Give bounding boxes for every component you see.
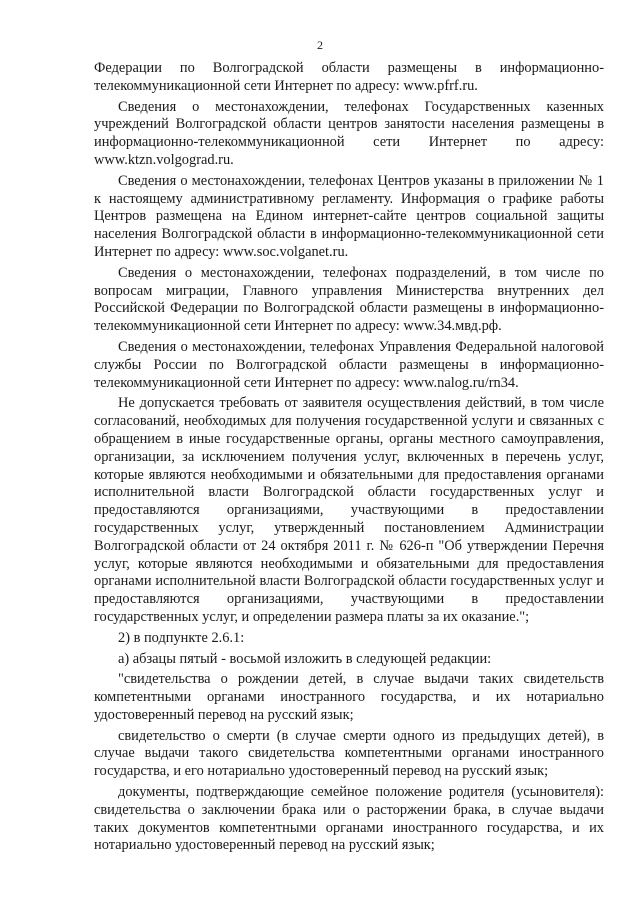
paragraph-amendment-intro: а) абзацы пятый - восьмой изложить в следующей редакции:	[118, 650, 492, 667]
paragraph-pfr: Федерации по Волгоградской области размещены в информационно-телекоммуникационной сети Интернет по адресу: www.pfrf.ru.	[94, 60, 604, 94]
paragraph-family-status: документы, подтверждающие семейное положение родителя (усыновителя): свидетельства о заключении брака или о расторжении брака, в случае выдачи таких документов компетентными органами иностранного государства, и их нотариально удостоверенный перевод на русский язык;	[94, 784, 604, 854]
paragraph-social-centers: Сведения о местонахождении, телефонах Центров указаны в приложении № 1 к настоящему административному регламенту. Информация о графике работы Центров размещена на Едином интернет-сайте центров социальной защиты населения Волгоградской области в информационно-телекоммуникационной сети Интернет по адресу: www.soc.volganet.ru.	[94, 172, 604, 260]
paragraph-subclause: 2) в подпункте 2.6.1:	[118, 629, 245, 646]
paragraph-interior-ministry: Сведения о местонахождении, телефонах подразделений, в том числе по вопросам миграции, Главного управления Министерства внутренних дел Российской Федерации по Волгоградской области размещены в информационно-телекоммуникационной сети Интернет по адресу: www.34.мвд.рф.	[94, 264, 604, 335]
paragraph-prohibition: Не допускается требовать от заявителя осуществления действий, в том числе согласований, необходимых для получения государственной услуги и связанных с обращением в иные государственные органы, органы местного самоуправления, организации, за исключением получения услуг, включенных в перечень услуг, которые являются необходимыми и обязательными для предоставления органами исполнительной власти Волгоградской области государственных услуг и предоставляются организациями, участвующими в предоставлении государственных услуг, утвержденный постановлением Администрации Волгоградской области от 24 октября 2011 г. № 626-п "Об утверждении Перечня услуг, которые являются необходимыми и обязательными для предоставления органами исполнительной власти Волгоградской области государственных услуг и предоставляются организациями, участвующими в предоставлении государственных услуг, и определении размера платы за их оказание.";	[94, 395, 604, 625]
paragraph-tax-service: Сведения о местонахождении, телефонах Управления Федеральной налоговой службы России по Волгоградской области размещены в информационно-телекоммуникационной сети Интернет по адресу: www.nalog.ru/rn34.	[94, 338, 604, 391]
paragraph-death-certificate: свидетельство о смерти (в случае смерти одного из предыдущих детей), в случае выдачи такого свидетельства компетентными органами иностранного государства, и его нотариально удостоверенный перевод на русский язык;	[94, 727, 604, 780]
page-number: 2	[317, 38, 323, 52]
paragraph-birth-certificates: "свидетельства о рождении детей, в случае выдачи таких свидетельств компетентными органами иностранного государства, и их нотариально удостоверенный перевод на русский язык;	[94, 671, 604, 723]
document-body	[94, 60, 604, 858]
paragraph-employment-centers: Сведения о местонахождении, телефонах Государственных казенных учреждений Волгоградской области центров занятости населения размещены в информационно-телекоммуникационной сети Интернет по адресу: www.ktzn.volgograd.ru.	[94, 98, 604, 168]
